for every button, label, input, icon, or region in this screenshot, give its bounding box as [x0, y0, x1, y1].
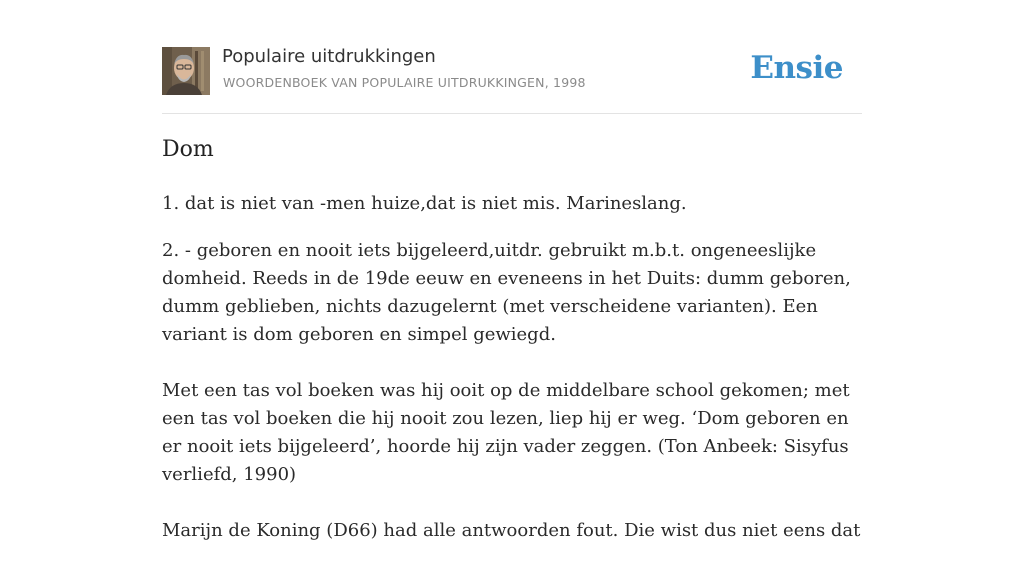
author-avatar[interactable]: [162, 47, 210, 95]
entry-paragraph-4: Marijn de Koning (D66) had alle antwoorden fout. Die wist dus niet eens dat: [162, 520, 861, 541]
content: [162, 0, 862, 541]
entry-paragraph-2: 2. - geboren en nooit iets bijgeleerd,uitdr. gebruikt m.b.t. ongeneeslijke domheid. Reeds in de 19de eeuw en eveneens in het Duits: dumm geboren, dumm geblieben, nichts dazugelernt (met verscheidene varianten). Een variant is dom geboren en simpel gewiegd.: [162, 240, 851, 345]
source-name[interactable]: Populaire uitdrukkingen: [222, 46, 436, 67]
ensie-logo-link[interactable]: Ensie: [750, 50, 843, 86]
entry-paragraph-3: Met een tas vol boeken was hij ooit op de middelbare school gekomen; met een tas vol boeken die hij nooit zou lezen, liep hij er weg. ‘Dom geboren en er nooit iets bijgeleerd’, hoorde hij zijn vader zeggen. (Ton Anbeek: Sisyfus verliefd, 1990): [162, 380, 850, 485]
author-portrait-icon: [162, 47, 210, 95]
source-header: [162, 0, 862, 114]
entry-body: [162, 190, 862, 564]
entry-paragraph-1: 1. dat is niet van -men huize,dat is niet mis. Marineslang.: [162, 193, 687, 214]
source-subtitle: WOORDENBOEK VAN POPULAIRE UITDRUKKINGEN, 1998: [223, 75, 586, 90]
entry-title: Dom: [162, 137, 214, 162]
